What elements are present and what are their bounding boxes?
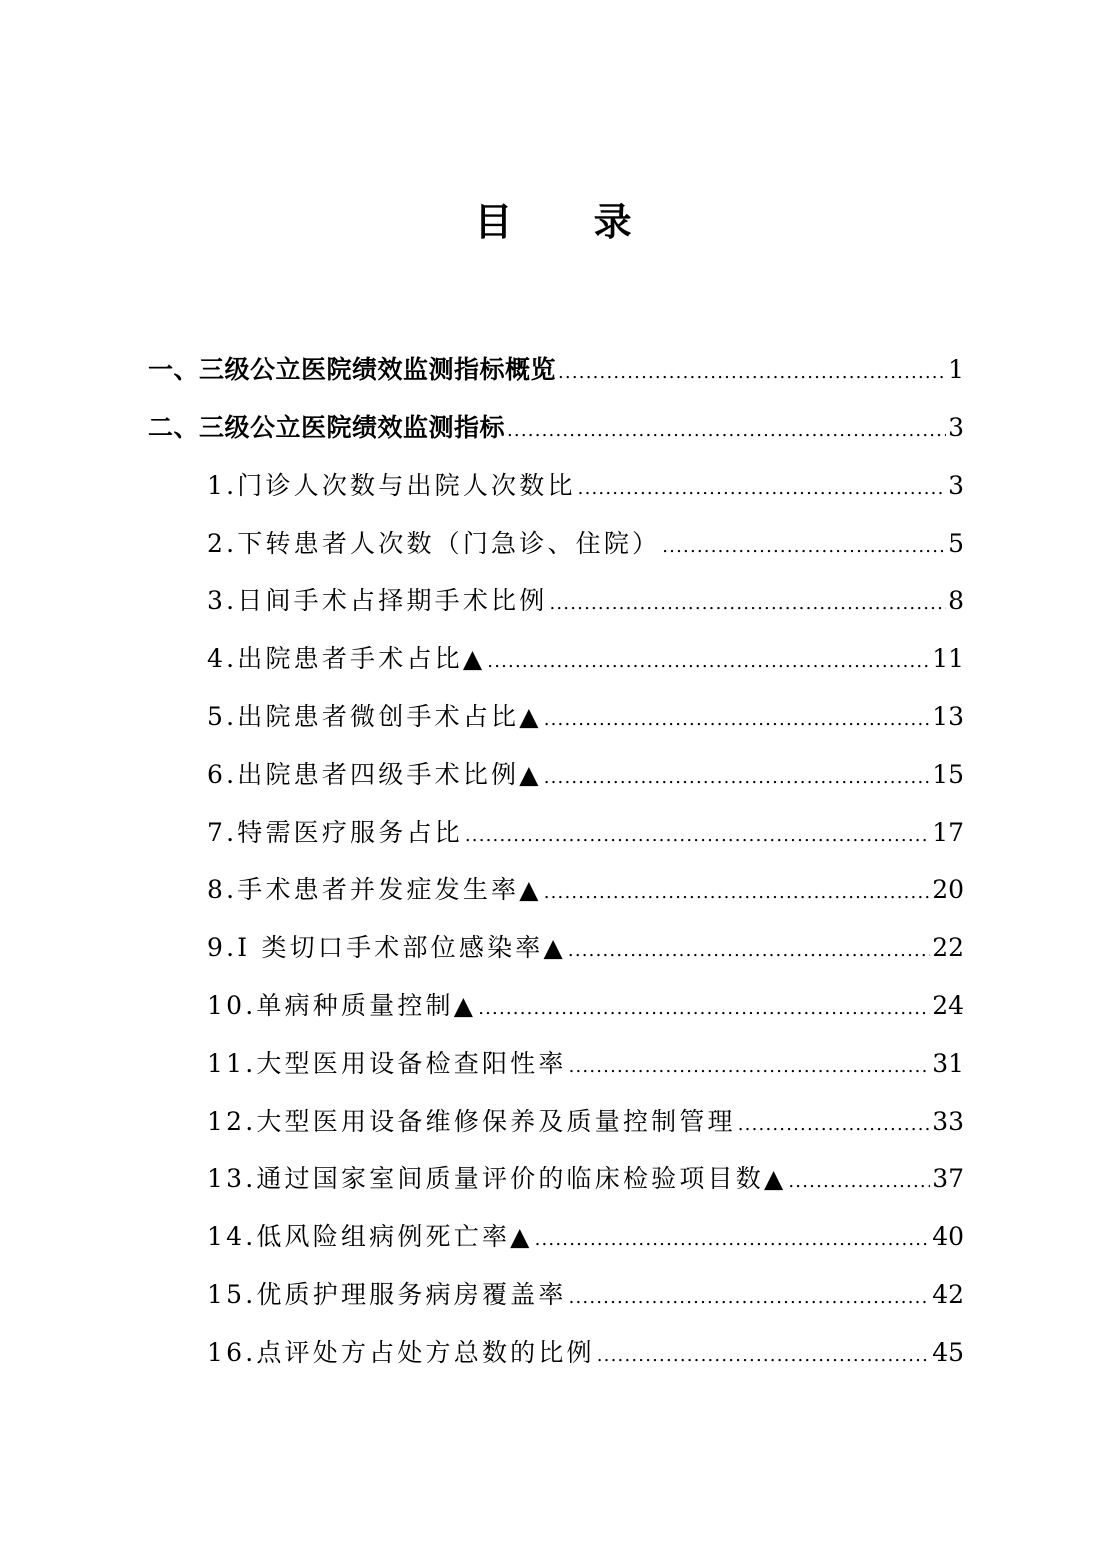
toc-item-label: 14.低风险组病例死亡率▲ [207,1222,533,1251]
toc-item-7[interactable] [207,811,964,855]
dot-leader [487,640,930,684]
toc-page-number: 20 [932,875,964,904]
dot-leader [558,351,946,395]
toc-page-number: 11 [932,644,964,673]
toc-item-12[interactable] [207,1100,964,1144]
toc-item-label: 7.特需医疗服务占比 [207,818,463,847]
toc-item-label: 5.出院患者微创手术占比▲ [207,702,542,731]
toc-page-number: 17 [932,818,964,847]
toc-item-label: 2.下转患者人次数（门急诊、住院） [207,529,661,558]
dot-leader [507,409,946,453]
toc-page-number: 8 [948,586,964,615]
dot-leader [578,467,946,511]
toc-item-9[interactable] [207,926,964,970]
toc-item-5[interactable] [207,695,964,739]
toc-section-label: 一、三级公立医院绩效监测指标概览 [148,355,557,384]
toc-section-1[interactable] [148,348,964,392]
dot-leader [544,698,931,742]
toc-item-2[interactable] [207,522,964,566]
toc-item-label: 15.优质护理服务病房覆盖率 [207,1280,567,1309]
dot-leader [478,987,930,1031]
dot-leader [597,1334,930,1378]
toc-item-3[interactable] [207,579,964,623]
toc-page-number: 45 [932,1338,964,1367]
toc-item-label: 11.大型医用设备检查阳性率 [207,1049,567,1078]
toc-item-label: 10.单病种质量控制▲ [207,991,477,1020]
toc-item-6[interactable] [207,753,964,797]
dot-leader [549,582,946,626]
dot-leader [788,1160,930,1204]
toc-page-number: 22 [932,933,964,962]
toc-page-number: 31 [932,1049,964,1078]
toc-section-2[interactable] [148,406,964,450]
toc-item-10[interactable] [207,984,964,1028]
toc-item-label: 9.I 类切口手术部位感染率▲ [207,933,566,962]
toc-page-number: 15 [932,760,964,789]
toc-item-15[interactable] [207,1273,964,1317]
dot-leader [569,1276,931,1320]
dot-leader [662,525,946,569]
toc-item-13[interactable] [207,1157,964,1201]
toc-page-number: 24 [932,991,964,1020]
toc-item-11[interactable] [207,1042,964,1086]
toc-page-number: 1 [948,355,964,384]
dot-leader [544,871,931,915]
dot-leader [568,929,930,973]
toc-item-label: 12.大型医用设备维修保养及质量控制管理 [207,1107,736,1136]
toc-item-16[interactable] [207,1331,964,1375]
dot-leader [569,1045,931,1089]
toc-item-1[interactable] [207,464,964,508]
toc-page-number: 13 [932,702,964,731]
toc-item-8[interactable] [207,868,964,912]
toc-item-14[interactable] [207,1215,964,1259]
toc-page-number: 42 [932,1280,964,1309]
toc-page-number: 33 [932,1107,964,1136]
toc-page-number: 3 [948,413,964,442]
toc-item-label: 8.手术患者并发症发生率▲ [207,875,542,904]
toc-item-label: 4.出院患者手术占比▲ [207,644,486,673]
toc-item-label: 13.通过国家室间质量评价的临床检验项目数▲ [207,1164,787,1193]
toc-item-label: 3.日间手术占择期手术比例 [207,586,548,615]
page-title: 目 录 [474,200,666,244]
dot-leader [544,756,931,800]
toc-item-4[interactable] [207,637,964,681]
dot-leader [465,814,930,858]
toc-page-number: 5 [948,529,964,558]
toc-section-label: 二、三级公立医院绩效监测指标 [148,413,506,442]
dot-leader [738,1103,930,1147]
toc-item-label: 6.出院患者四级手术比例▲ [207,760,542,789]
toc-page-number: 3 [948,471,964,500]
dot-leader [535,1218,931,1262]
toc-page-number: 40 [932,1222,964,1251]
toc-item-label: 16.点评处方占处方总数的比例 [207,1338,595,1367]
toc-item-label: 1.门诊人次数与出院人次数比 [207,471,576,500]
toc-page-number: 37 [932,1164,964,1193]
